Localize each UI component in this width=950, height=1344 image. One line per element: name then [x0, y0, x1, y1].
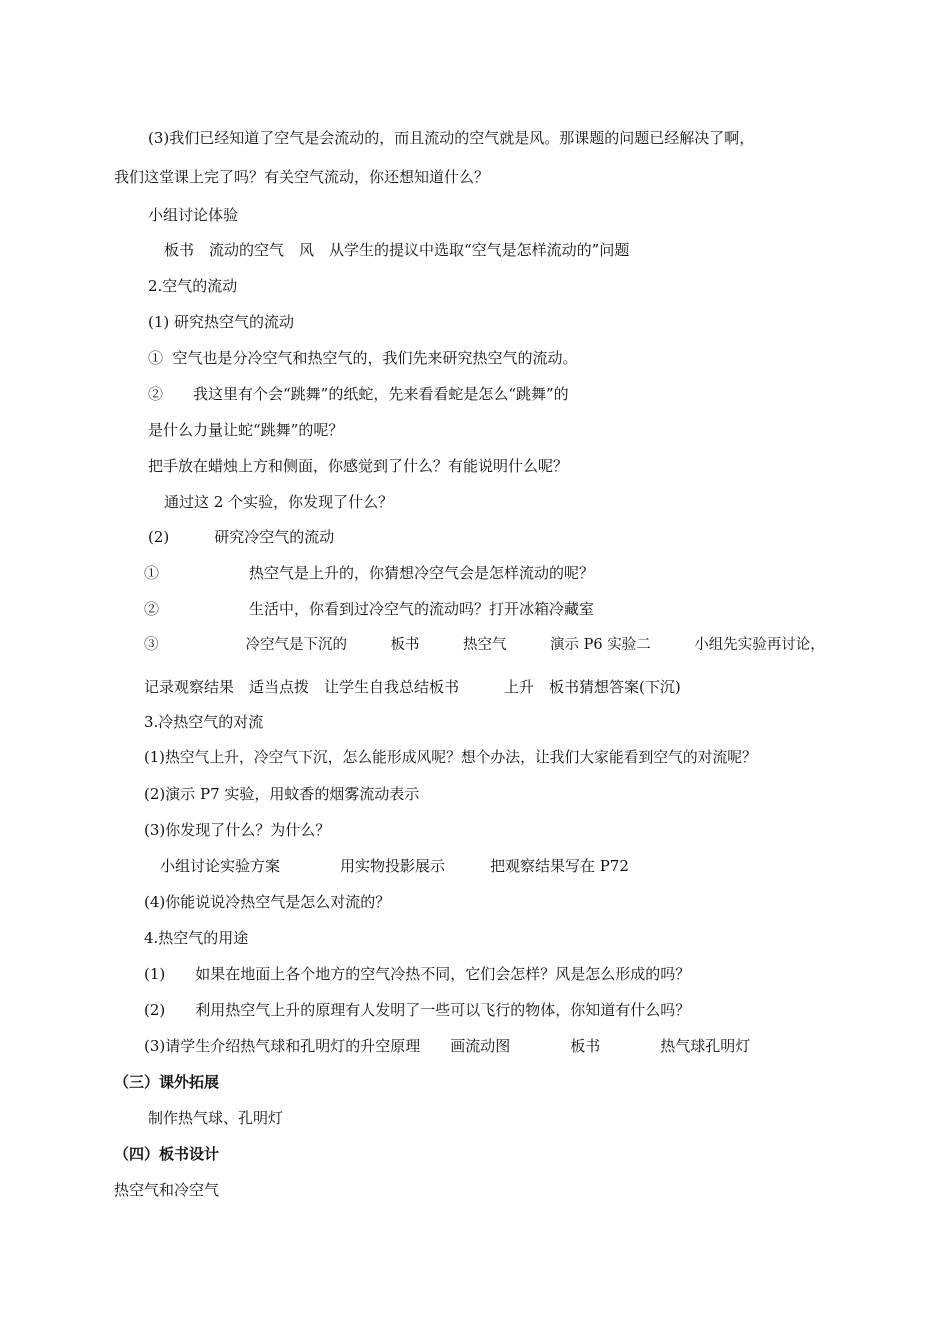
list-item: (2) 利用热空气上升的原理有人发明了一些可以飞行的物体，你知道有什么吗？	[144, 1001, 691, 1019]
paragraph-line: 小组讨论体验	[148, 206, 239, 224]
list-item: (1) 如果在地面上各个地方的空气冷热不同，它们会怎样？风是怎么形成的吗？	[144, 965, 691, 983]
paragraph-line: 我们这堂课上完了吗？有关空气流动，你还想知道什么？	[114, 168, 490, 186]
paragraph-line: (1)热空气上升，冷空气下沉，怎么能形成风呢？想个办法，让我们大家能看到空气的对流呢？	[144, 749, 757, 766]
section-heading: 3.冷热空气的对流	[144, 713, 264, 731]
section-heading: 4.热空气的用途	[144, 929, 249, 947]
paragraph-line: 小组讨论实验方案 用实物投影展示 把观察结果写在 P72	[160, 857, 629, 875]
subsection-heading: (2) 研究冷空气的流动	[148, 528, 335, 546]
paragraph-line: 把手放在蜡烛上方和侧面，你感觉到了什么？有能说明什么呢？	[148, 457, 569, 475]
section-heading-extension: （三）课外拓展	[114, 1073, 220, 1091]
paragraph-line: 板书 流动的空气 风 从学生的提议中选取“空气是怎样流动的”问题	[164, 241, 630, 259]
list-item: ② 生活中，你看到过冷空气的流动吗？打开冰箱冷藏室	[144, 600, 595, 618]
section-heading-board-design: （四）板书设计	[114, 1145, 220, 1163]
paragraph-line: 通过这 2 个实验，你发现了什么？	[164, 493, 394, 511]
paragraph-line: (3)你发现了什么？为什么？	[144, 821, 331, 839]
list-item: ① 空气也是分冷空气和热空气的，我们先来研究热空气的流动。	[148, 349, 578, 367]
paragraph-line: (2)演示 P7 实验，用蚊香的烟雾流动表示	[144, 785, 420, 803]
list-item: ② 我这里有个会“跳舞”的纸蛇，先来看看蛇是怎么“跳舞”的	[148, 385, 569, 403]
paragraph-line: 记录观察结果 适当点拨 让学生自我总结板书 上升 板书猜想答案(下沉)	[144, 678, 681, 696]
section-heading: 2.空气的流动	[148, 277, 238, 295]
paragraph-line: (3)我们已经知道了空气是会流动的，而且流动的空气就是风。那课题的问题已经解决了啊，	[148, 129, 755, 147]
paragraph-line: (4)你能说说冷热空气是怎么对流的？	[144, 893, 391, 911]
paragraph-line: 制作热气球、孔明灯	[148, 1109, 284, 1127]
paragraph-line: 是什么力量让蛇“跳舞”的呢？	[148, 421, 344, 439]
list-item: ① 热空气是上升的，你猜想冷空气会是怎样流动的呢？	[144, 564, 595, 582]
list-item: (3)请学生介绍热气球和孔明灯的升空原理 画流动图 板书 热气球孔明灯	[144, 1037, 751, 1055]
paragraph-line: 热空气和冷空气	[114, 1181, 220, 1199]
list-item: ③ 冷空气是下沉的 板书 热空气 演示 P6 实验二 小组先实验再讨论，	[144, 637, 825, 653]
subsection-heading: (1) 研究热空气的流动	[148, 313, 295, 331]
